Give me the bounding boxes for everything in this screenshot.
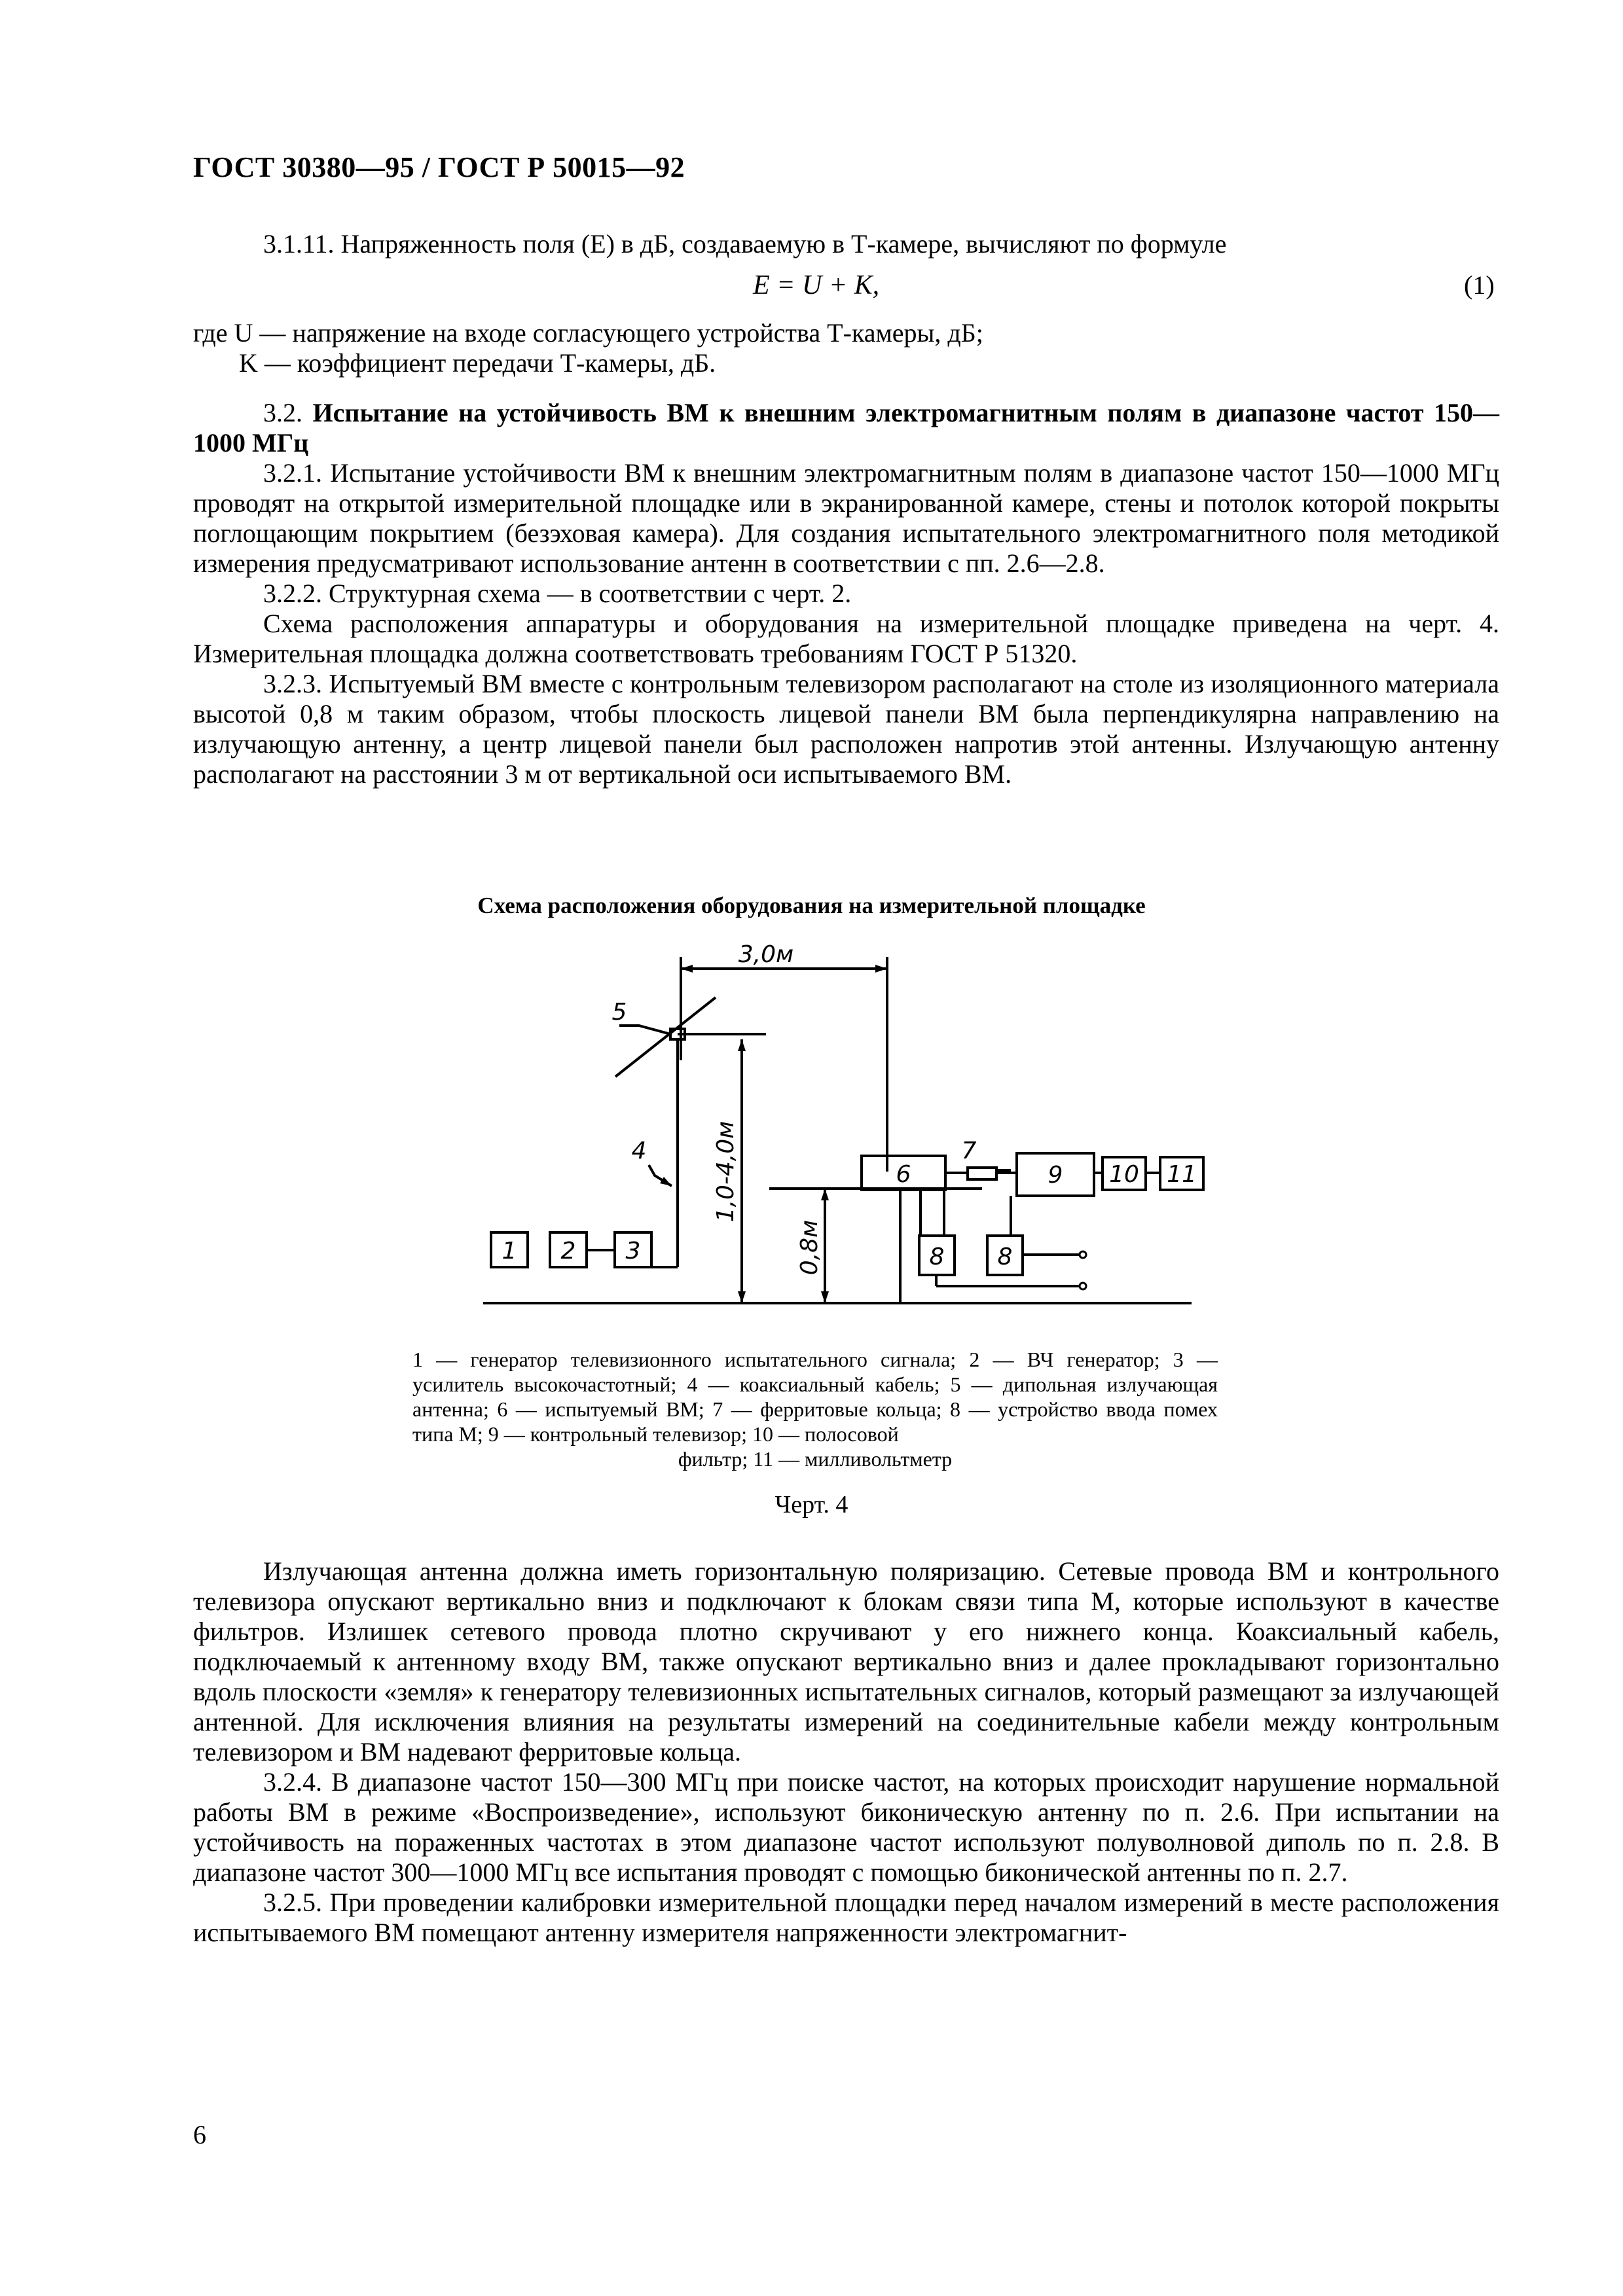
paragraph-antenna: Излучающая антенна должна иметь горизонтальную поляризацию. Сетевые провода ВМ и контрольного телевизора опускают вертикально вниз и подключают к блокам связи типа М, которые используют в качестве фильтров. Излишек сетевого провода плотно скручивают у его нижнего конца. Коаксиальный кабель, подключаемый к антенному входу ВМ, также опускают вертикально вниз и далее прокладывают горизонтально вдоль плоскости «земля» к генератору телевизионных испытательных сигналов, который размещают за излучающей антенной. Для исключения влияния на результаты измерений на соединительные кабели между контрольным телевизором и ВМ надевают ферритовые кольца. <box>193 1556 1499 1767</box>
paragraph-3-1-11: 3.1.11. Напряженность поля (E) в дБ, создаваемую в Т-камере, вычисляют по формуле <box>263 229 1227 259</box>
dim-table-label: 0,8м <box>796 1219 823 1276</box>
formula: E = U + K, <box>753 270 880 300</box>
figure-title: Схема расположения оборудования на измерительной площадке <box>477 893 1146 918</box>
label-5: 5 <box>611 999 627 1026</box>
section-title: Испытание на устойчивость ВМ к внешним электромагнитным полям в диапазоне частот 150—1000 МГц <box>193 398 1499 457</box>
label-10: 10 <box>1109 1161 1139 1188</box>
label-2: 2 <box>560 1238 576 1265</box>
figure-caption: Черт. 4 <box>775 1491 848 1518</box>
label-1: 1 <box>501 1238 517 1265</box>
body-after-figure <box>193 1556 1499 1948</box>
dim-height-label: 1,0-4,0м <box>712 1121 739 1223</box>
section-number: 3.2. <box>263 398 302 427</box>
ferrite-ring-7 <box>968 1168 996 1179</box>
legend-text: 1 — генератор телевизионного испытательного сигнала; 2 — ВЧ генератор; 3 — усилитель высокочастотный; 4 — коаксиальный кабель; 5 — дипольная излучающая антенна; 6 — испытуемый ВМ; 7 — ферритовые кольца; 8 — устройство ввода помех типа М; 9 — контрольный телевизор; 10 — полосовой <box>412 1348 1218 1446</box>
page-header: ГОСТ 30380—95 / ГОСТ Р 50015—92 <box>193 151 685 183</box>
dipole-antenna <box>615 997 716 1077</box>
where-k: K — коэффициент передачи Т-камеры, дБ. <box>239 348 716 378</box>
paragraph-3-2-2-b: Схема расположения аппаратуры и оборудования на измерительной площадке приведена на черт. 4. Измерительная площадка должна соответствовать требованиям ГОСТ Р 51320. <box>193 609 1499 668</box>
legend-text-end: фильтр; 11 — милливольтметр <box>678 1447 953 1471</box>
label-8b: 8 <box>997 1244 1013 1270</box>
label-7: 7 <box>961 1138 977 1164</box>
page-number: 6 <box>193 2120 206 2149</box>
section-3-2 <box>193 398 1499 789</box>
paragraph-3-2-2: 3.2.2. Структурная схема — в соответствии с черт. 2. <box>263 579 852 608</box>
label-3: 3 <box>625 1238 641 1265</box>
label-11: 11 <box>1167 1161 1197 1188</box>
paragraph-3-2-5: 3.2.5. При проведении калибровки измерительной площадки перед началом измерений в месте расположения испытываемого ВМ помещают антенну измерителя напряженности электромагнит- <box>193 1888 1499 1947</box>
paragraph-3-2-4: 3.2.4. В диапазоне частот 150—300 МГц при поиске частот, на которых происходит нарушение нормальной работы ВМ в режиме «Воспроизведение», используют биконическую антенну по п. 2.6. При испытании на устойчивость на пораженных частотах в этом диапазоне частот используют полуволновой диполь по п. 2.8. В диапазоне частот 300—1000 МГц все испытания проводят с помощью биконической антенны по п. 2.7. <box>193 1767 1499 1887</box>
label-8a: 8 <box>929 1244 945 1270</box>
formula-explanation <box>193 318 1499 378</box>
where-u: где U — напряжение на входе согласующего устройства Т-камеры, дБ; <box>193 318 983 348</box>
paragraph-3-2-3: 3.2.3. Испытуемый ВМ вместе с контрольным телевизором располагают на столе из изоляционного материала высотой 0,8 м таким образом, чтобы плоскость лицевой панели ВМ была перпендикулярна направлению на излучающую антенну, а центр лицевой панели был расположен напротив этой антенны. Излучающую антенну располагают на расстоянии 3 м от вертикальной оси испытываемого ВМ. <box>193 669 1499 789</box>
formula-number: (1) <box>1464 270 1495 300</box>
label-9: 9 <box>1048 1162 1063 1189</box>
equipment-layout-diagram <box>458 942 1231 1322</box>
label-6: 6 <box>896 1161 911 1188</box>
section-3-1-11 <box>193 229 1499 259</box>
dim-3m-label: 3,0м <box>738 942 794 968</box>
label-4: 4 <box>631 1138 647 1164</box>
paragraph-3-2-1: 3.2.1. Испытание устойчивости ВМ к внешним электромагнитным полям в диапазоне частот 150—1000 МГц проводят на открытой измерительной площадке или в экранированной камере, стены и потолок которой покрыты поглощающим покрытием (безэховая камера). Для создания испытательного электромагнитного поля методикой измерения предусматривают использование антенн в соответствии с пп. 2.6—2.8. <box>193 458 1499 578</box>
figure-legend <box>412 1347 1218 1471</box>
section-3-2-heading <box>193 398 1499 458</box>
